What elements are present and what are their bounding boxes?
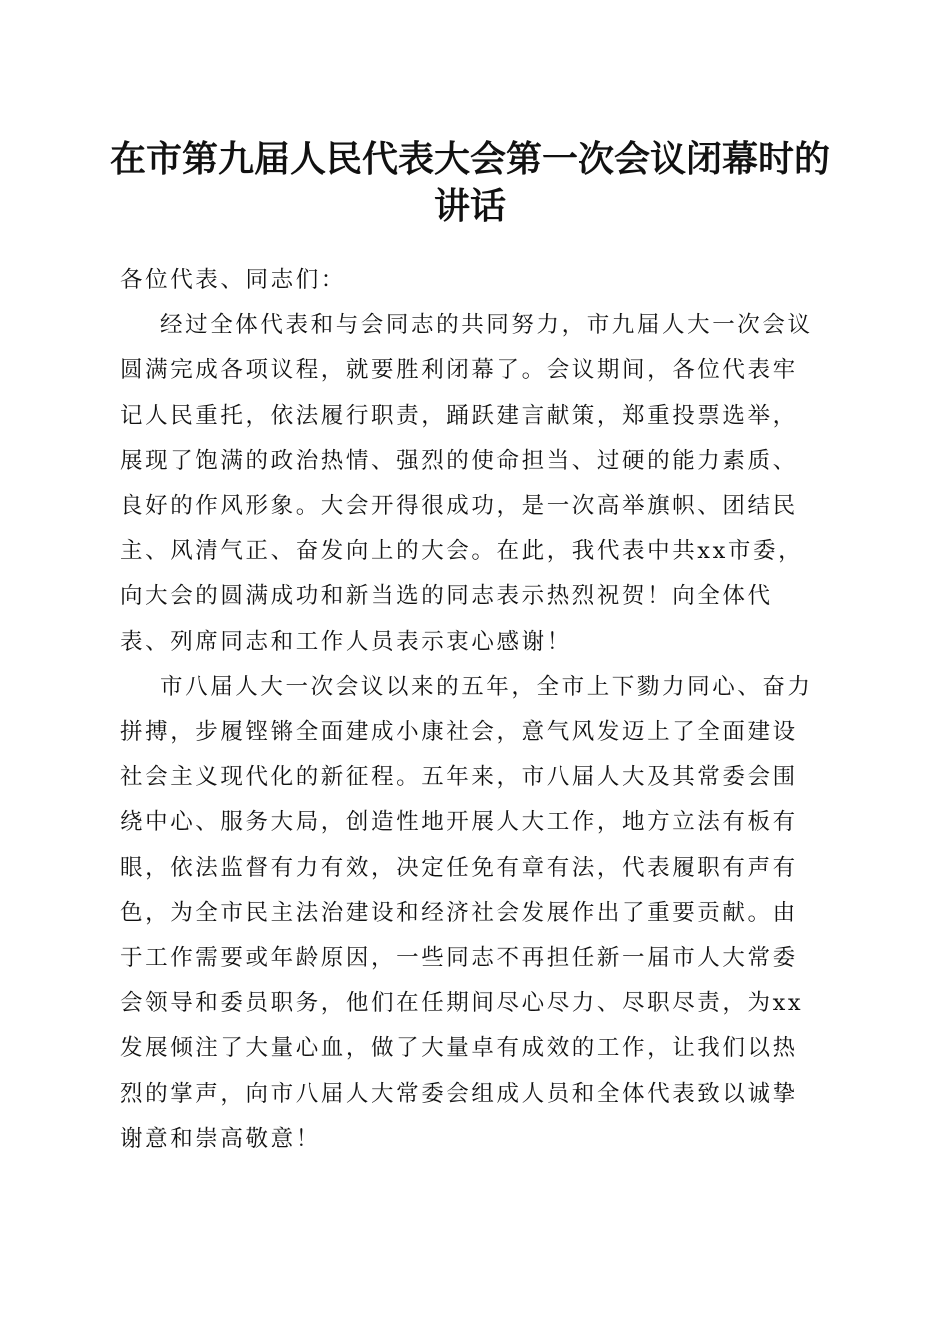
document-body <box>120 258 820 1162</box>
paragraph-1: 经过全体代表和与会同志的共同努力，市九届人大一次会议圆满完成各项议程，就要胜利闭幕了。会议期间，各位代表牢记人民重托，依法履行职责，踊跃建言献策，郑重投票选举，展现了饱满的政治热情、强烈的使命担当、过硬的能力素质、良好的作风形象。大会开得很成功，是一次高举旗帜、团结民主、风清气正、奋发向上的大会。在此，我代表中共xx市委，向大会的圆满成功和新当选的同志表示热烈祝贺！向全体代表、列席同志和工作人员表示衷心感谢！ <box>120 312 813 655</box>
paragraph-2: 市八届人大一次会议以来的五年，全市上下勠力同心、奋力拼搏，步履铿锵全面建成小康社会，意气风发迈上了全面建设社会主义现代化的新征程。五年来，市八届人大及其常委会围绕中心、服务大局，创造性地开展人大工作，地方立法有板有眼，依法监督有力有效，决定任免有章有法，代表履职有声有色，为全市民主法治建设和经济社会发展作出了重要贡献。由于工作需要或年龄原因，一些同志不再担任新一届市人大常委会领导和委员职务，他们在任期间尽心尽力、尽职尽责，为xx发展倾注了大量心血，做了大量卓有成效的工作，让我们以热烈的掌声，向市八届人大常委会组成人员和全体代表致以诚挚谢意和崇高敬意！ <box>120 673 813 1152</box>
salutation: 各位代表、同志们： <box>120 267 346 293</box>
document-title: 在市第九届人民代表大会第一次会议闭幕时的讲话 <box>109 138 830 227</box>
